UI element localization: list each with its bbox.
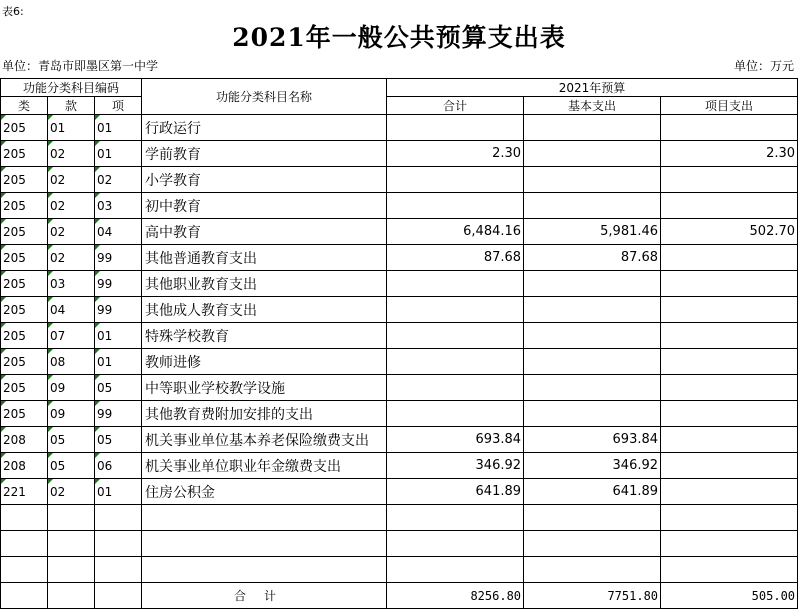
cell-basic [524, 167, 661, 193]
cell-total [387, 401, 524, 427]
blank-cell [524, 531, 661, 557]
cell-project [661, 271, 798, 297]
header-project: 项目支出 [661, 97, 798, 115]
header-kuan: 款 [48, 97, 95, 115]
cell-total [387, 115, 524, 141]
cell-project [661, 193, 798, 219]
table-row [1, 271, 798, 297]
cell-basic [524, 375, 661, 401]
cell-basic: 641.89 [524, 479, 661, 505]
cell-kuan: 09 [48, 401, 95, 427]
cell-name: 其他普通教育支出 [142, 245, 387, 271]
page-title: 2021年一般公共预算支出表 [232, 23, 566, 52]
table-row [1, 427, 798, 453]
cell-total: 6,484.16 [387, 219, 524, 245]
blank-row [1, 557, 798, 583]
cell-basic: 346.92 [524, 453, 661, 479]
blank-cell [661, 531, 798, 557]
cell-xiang: 99 [95, 297, 142, 323]
blank-cell [661, 505, 798, 531]
cell-lei: 205 [1, 167, 48, 193]
total-basic: 7751.80 [524, 583, 661, 609]
blank-cell [524, 505, 661, 531]
cell-name: 行政运行 [142, 115, 387, 141]
blank-cell [142, 557, 387, 583]
cell-name: 特殊学校教育 [142, 323, 387, 349]
table-row [1, 375, 798, 401]
header-code-group: 功能分类科目编码 [1, 79, 142, 97]
blank-row [1, 531, 798, 557]
cell-xiang: 99 [95, 401, 142, 427]
cell-name: 初中教育 [142, 193, 387, 219]
cell-kuan: 03 [48, 271, 95, 297]
cell-xiang: 06 [95, 453, 142, 479]
cell-lei: 205 [1, 115, 48, 141]
total-sum: 8256.80 [387, 583, 524, 609]
cell-name: 中等职业学校教学设施 [142, 375, 387, 401]
cell-total [387, 167, 524, 193]
cell-xiang: 02 [95, 167, 142, 193]
cell-basic: 693.84 [524, 427, 661, 453]
cell-project [661, 479, 798, 505]
cell-kuan: 09 [48, 375, 95, 401]
blank-cell [1, 505, 48, 531]
cell-lei: 205 [1, 141, 48, 167]
total-label: 合计 [142, 583, 387, 609]
cell-lei: 205 [1, 271, 48, 297]
cell-basic [524, 115, 661, 141]
header-basic: 基本支出 [524, 97, 661, 115]
cell-lei: 205 [1, 193, 48, 219]
table-row [1, 349, 798, 375]
unit-currency: 单位：万元 [733, 59, 794, 73]
blank-cell [387, 505, 524, 531]
total-row [1, 583, 798, 609]
header-name: 功能分类科目名称 [142, 79, 387, 115]
blank-cell [95, 531, 142, 557]
cell-name: 机关事业单位基本养老保险缴费支出 [142, 427, 387, 453]
cell-lei: 208 [1, 427, 48, 453]
cell-xiang: 99 [95, 271, 142, 297]
cell-name: 学前教育 [142, 141, 387, 167]
cell-basic [524, 323, 661, 349]
table-row [1, 193, 798, 219]
total-empty-cell [95, 583, 142, 609]
cell-xiang: 05 [95, 427, 142, 453]
sheet-label: 表6: [2, 5, 24, 18]
cell-project [661, 167, 798, 193]
cell-name: 教师进修 [142, 349, 387, 375]
cell-xiang: 01 [95, 141, 142, 167]
cell-name: 小学教育 [142, 167, 387, 193]
blank-cell [95, 557, 142, 583]
total-project: 505.00 [661, 583, 798, 609]
cell-name: 住房公积金 [142, 479, 387, 505]
cell-project [661, 349, 798, 375]
cell-kuan: 05 [48, 453, 95, 479]
cell-project [661, 115, 798, 141]
cell-xiang: 01 [95, 323, 142, 349]
cell-xiang: 05 [95, 375, 142, 401]
cell-basic [524, 401, 661, 427]
cell-kuan: 04 [48, 297, 95, 323]
cell-kuan: 02 [48, 219, 95, 245]
cell-kuan: 02 [48, 245, 95, 271]
blank-cell [95, 505, 142, 531]
cell-project: 502.70 [661, 219, 798, 245]
table-row [1, 323, 798, 349]
cell-basic [524, 193, 661, 219]
cell-total [387, 349, 524, 375]
cell-name: 其他成人教育支出 [142, 297, 387, 323]
blank-cell [48, 531, 95, 557]
cell-total [387, 375, 524, 401]
cell-lei: 205 [1, 401, 48, 427]
cell-total [387, 271, 524, 297]
cell-total [387, 297, 524, 323]
cell-total [387, 193, 524, 219]
cell-project: 2.30 [661, 141, 798, 167]
cell-name: 高中教育 [142, 219, 387, 245]
header-total: 合计 [387, 97, 524, 115]
cell-xiang: 04 [95, 219, 142, 245]
cell-basic: 5,981.46 [524, 219, 661, 245]
cell-total: 87.68 [387, 245, 524, 271]
cell-lei: 205 [1, 245, 48, 271]
table-row [1, 479, 798, 505]
cell-project [661, 401, 798, 427]
total-empty-cell [1, 583, 48, 609]
cell-basic [524, 141, 661, 167]
cell-project [661, 427, 798, 453]
cell-xiang: 01 [95, 479, 142, 505]
blank-cell [48, 505, 95, 531]
blank-cell [387, 557, 524, 583]
blank-cell [142, 531, 387, 557]
cell-xiang: 01 [95, 349, 142, 375]
cell-kuan: 02 [48, 167, 95, 193]
blank-cell [661, 557, 798, 583]
cell-lei: 205 [1, 219, 48, 245]
blank-cell [48, 557, 95, 583]
cell-lei: 205 [1, 375, 48, 401]
cell-kuan: 01 [48, 115, 95, 141]
cell-total: 2.30 [387, 141, 524, 167]
blank-cell [387, 531, 524, 557]
cell-lei: 208 [1, 453, 48, 479]
header-budget-group: 2021年预算 [387, 79, 798, 97]
cell-basic [524, 297, 661, 323]
table-row [1, 141, 798, 167]
cell-total: 346.92 [387, 453, 524, 479]
cell-project [661, 375, 798, 401]
table-body [1, 115, 798, 583]
blank-cell [524, 557, 661, 583]
header-lei: 类 [1, 97, 48, 115]
table-row [1, 219, 798, 245]
cell-project [661, 453, 798, 479]
cell-total [387, 323, 524, 349]
cell-project [661, 323, 798, 349]
blank-cell [142, 505, 387, 531]
table-row [1, 297, 798, 323]
cell-kuan: 02 [48, 141, 95, 167]
cell-lei: 205 [1, 297, 48, 323]
cell-kuan: 02 [48, 479, 95, 505]
cell-kuan: 07 [48, 323, 95, 349]
cell-lei: 221 [1, 479, 48, 505]
blank-cell [1, 531, 48, 557]
cell-total: 641.89 [387, 479, 524, 505]
cell-xiang: 03 [95, 193, 142, 219]
cell-kuan: 05 [48, 427, 95, 453]
cell-xiang: 99 [95, 245, 142, 271]
header-xiang: 项 [95, 97, 142, 115]
cell-basic: 87.68 [524, 245, 661, 271]
total-empty-cell [48, 583, 95, 609]
budget-table [0, 78, 798, 609]
table-row [1, 401, 798, 427]
cell-kuan: 02 [48, 193, 95, 219]
cell-name: 机关事业单位职业年金缴费支出 [142, 453, 387, 479]
cell-basic [524, 271, 661, 297]
cell-lei: 205 [1, 349, 48, 375]
blank-row [1, 505, 798, 531]
table-row [1, 167, 798, 193]
blank-cell [1, 557, 48, 583]
cell-total: 693.84 [387, 427, 524, 453]
cell-xiang: 01 [95, 115, 142, 141]
table-row [1, 245, 798, 271]
cell-kuan: 08 [48, 349, 95, 375]
cell-project [661, 245, 798, 271]
unit-organization: 单位：青岛市即墨区第一中学 [2, 59, 159, 73]
cell-project [661, 297, 798, 323]
cell-name: 其他职业教育支出 [142, 271, 387, 297]
cell-basic [524, 349, 661, 375]
table-row [1, 115, 798, 141]
table-row [1, 453, 798, 479]
cell-name: 其他教育费附加安排的支出 [142, 401, 387, 427]
cell-lei: 205 [1, 323, 48, 349]
